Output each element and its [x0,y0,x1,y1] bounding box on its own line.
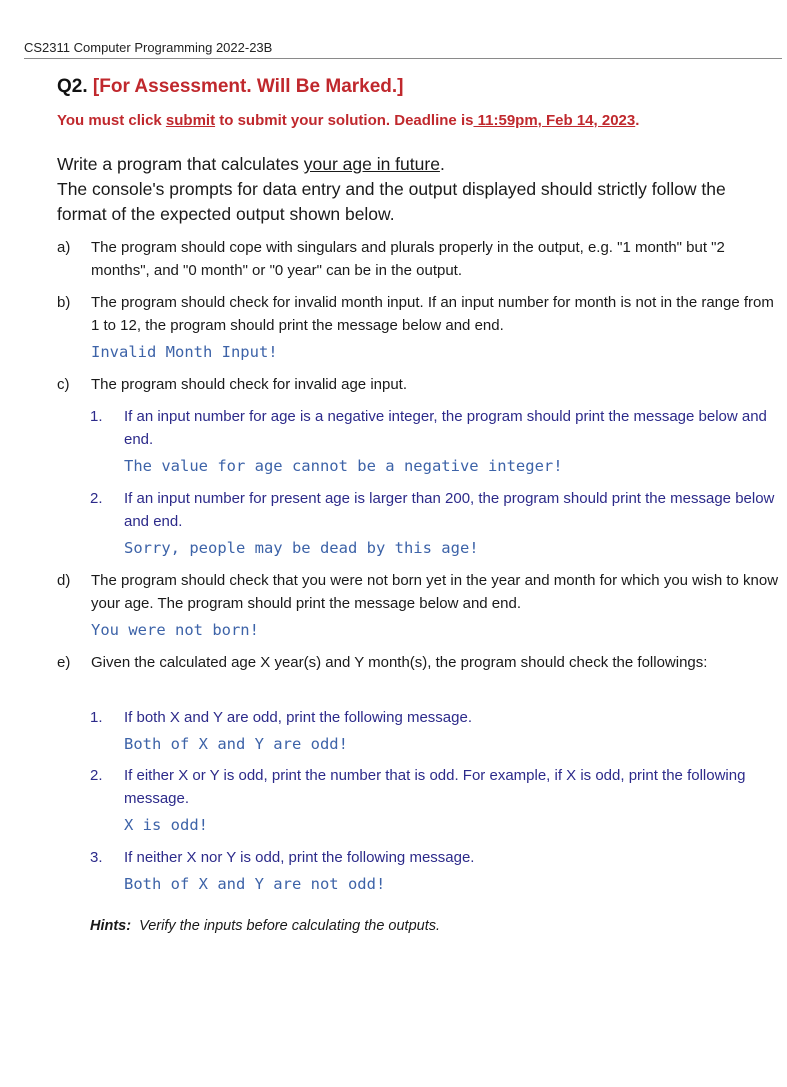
item-marker: e) [57,654,71,671]
deadline-pre: You must click [57,112,166,129]
question-title [57,76,404,98]
course-title: CS2311 Computer Programming 2022-23B [24,40,273,55]
item-marker: b) [57,294,71,311]
code-output: You were not born! [91,621,259,639]
code-output: X is odd! [124,816,208,834]
sub-text: If an input number for age is a negative integer, the program should print the message below and end. [124,408,767,448]
sub-marker: 2. [90,490,103,507]
item-c [57,373,779,396]
item-text: The program should check for invalid month input. If an input number for month is not in the range from 1 to 12, the program should print the message below and end. [91,294,774,334]
sub-marker: 3. [90,849,103,866]
item-e [57,651,779,674]
sub-marker: 2. [90,767,103,784]
code-output: Sorry, people may be dead by this age! [124,539,479,557]
item-e-sub1 [90,706,780,756]
item-c-sub2 [90,487,780,560]
item-text: The program should check for invalid age input. [91,376,408,393]
code-output: Invalid Month Input! [91,343,278,361]
deadline-notice [57,112,639,129]
page-header [24,39,782,59]
question-number: Q2. [57,76,88,97]
hints [90,918,440,934]
item-e-sub2 [90,764,780,837]
item-marker: c) [57,376,70,393]
hints-label: Hints: [90,918,132,934]
sub-text: If either X or Y is odd, print the number that is odd. For example, if X is odd, print the following message. [124,767,746,807]
deadline-date: 11:59pm, Feb 14, 2023 [473,112,636,129]
item-text: The program should check that you were not born yet in the year and month for which you wish to know your age. The program should print the message below and end. [91,572,779,612]
code-output: Both of X and Y are not odd! [124,875,386,893]
hints-text: Verify the inputs before calculating the outputs. [139,918,441,934]
item-d [57,569,779,642]
item-c-sub1 [90,405,780,478]
item-marker: d) [57,572,71,589]
code-output: The value for age cannot be a negative integer! [124,457,563,475]
sub-marker: 1. [90,408,103,425]
submit-link[interactable]: submit [165,112,216,129]
intro-pre: Write a program that calculates [57,154,304,174]
sub-marker: 1. [90,709,103,726]
item-b [57,291,779,364]
intro-paragraph [57,152,779,227]
intro-post: . [439,154,445,174]
sub-text: If both X and Y are odd, print the following message. [124,709,473,726]
sub-text: If an input number for present age is larger than 200, the program should print the message below and end. [124,490,775,530]
intro-line2: The console's prompts for data entry and the output displayed should strictly follow the format of the expected output shown below. [57,179,726,224]
deadline-post: . [635,112,640,129]
item-text: The program should cope with singulars and plurals properly in the output, e.g. "1 month" but "2 months", and "0 month" or "0 year" can be in the output. [91,239,725,279]
item-e-sub3 [90,846,780,896]
item-text: Given the calculated age X year(s) and Y month(s), the program should check the followings: [91,654,708,671]
question-tag: [For Assessment. Will Be Marked.] [92,76,404,97]
deadline-mid: to submit your solution. Deadline is [215,112,474,129]
item-a [57,236,779,282]
code-output: Both of X and Y are odd! [124,735,348,753]
sub-text: If neither X nor Y is odd, print the following message. [124,849,475,866]
intro-link: your age in future [303,154,440,174]
item-marker: a) [57,239,71,256]
